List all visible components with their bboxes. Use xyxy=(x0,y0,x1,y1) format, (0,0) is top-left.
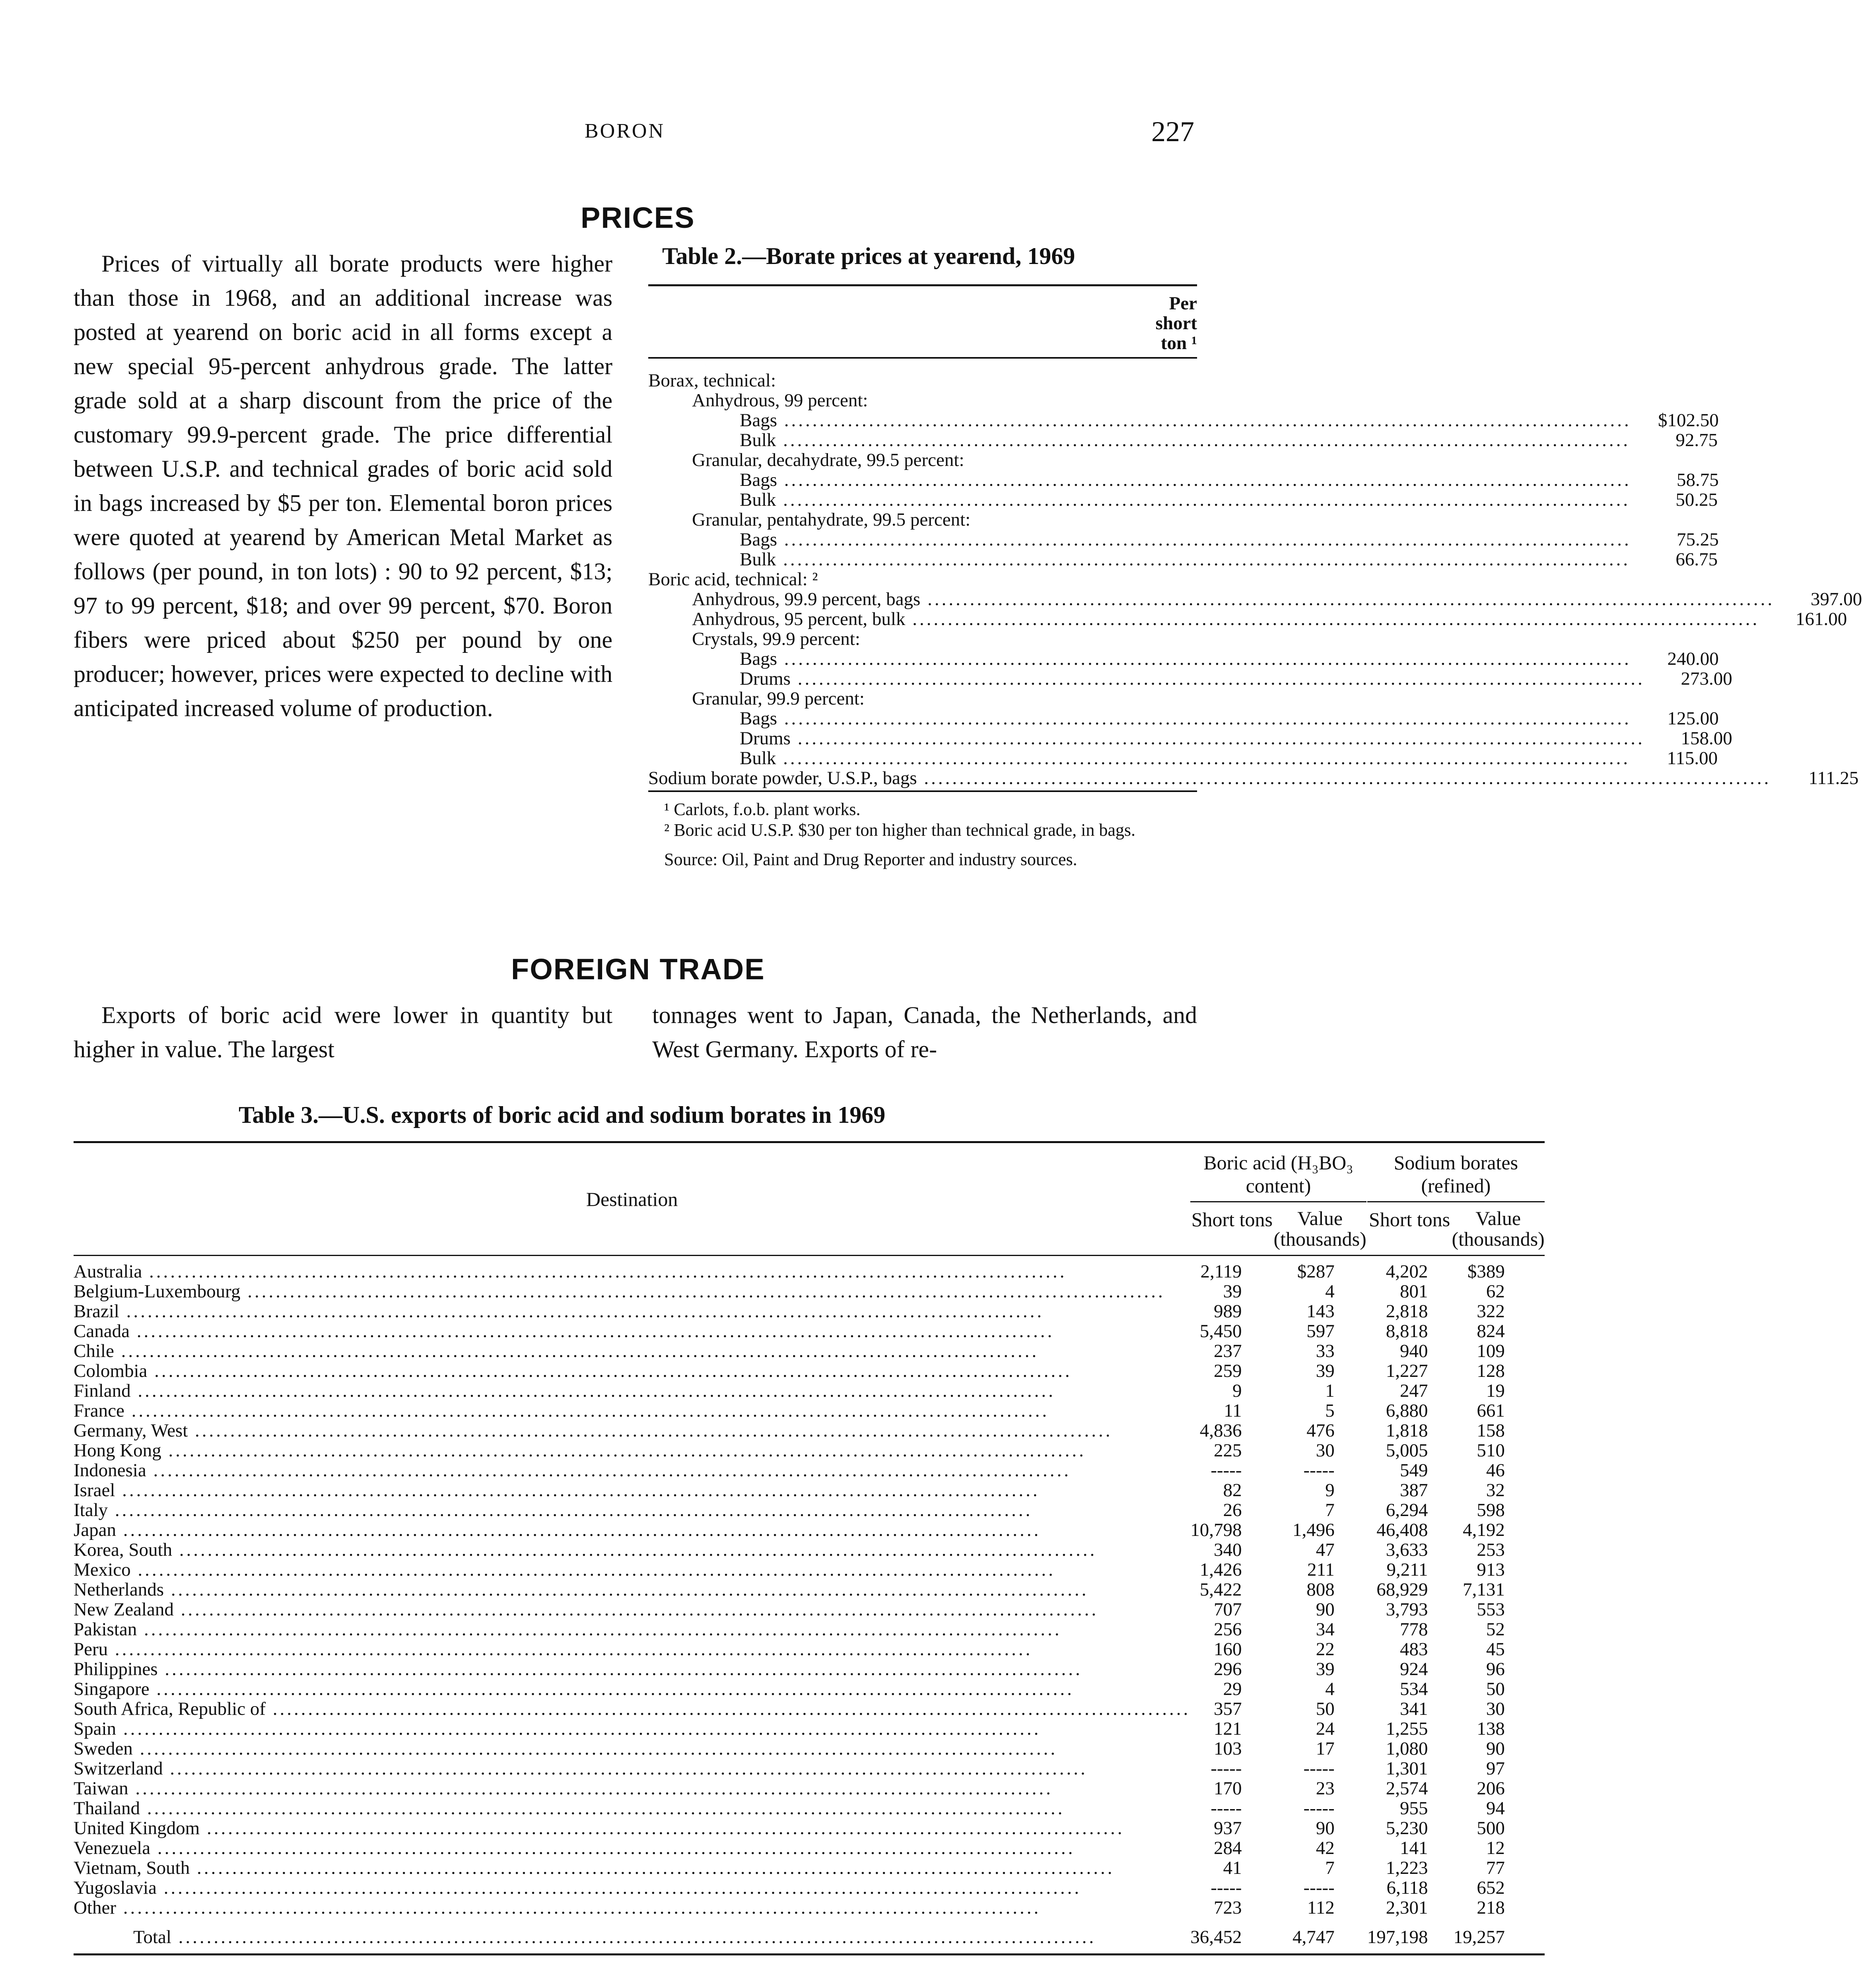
sb-value-cell: 824 xyxy=(1477,1321,1505,1342)
sb-tons-cell: 341 xyxy=(1400,1699,1428,1719)
table2-row xyxy=(648,569,1197,589)
table2-row-label: Bags ..... xyxy=(648,530,1631,549)
table2-body xyxy=(648,370,1862,788)
table3-row xyxy=(74,1778,1545,1798)
table2-row-value: 125.00 xyxy=(1667,708,1719,729)
table2-row-label: Drums ..... xyxy=(648,728,1645,748)
ba-tons-cell: 284 xyxy=(1213,1838,1242,1858)
table2-row-label: Bulk ..... xyxy=(648,549,1630,569)
table2-row-value: 115.00 xyxy=(1667,748,1718,769)
table3-row xyxy=(74,1520,1545,1540)
total-label: Total ..... xyxy=(74,1918,1190,1955)
total-sb-tons: 197,198 xyxy=(1367,1927,1428,1947)
ba-tons-cell: 723 xyxy=(1213,1897,1242,1918)
table2-row-label: Anhydrous, 99 percent: xyxy=(692,390,868,411)
table2-row-value: 111.25 xyxy=(1808,768,1859,788)
destination-cell: Germany, West ..... xyxy=(74,1421,1190,1441)
table2-footnote-1: ¹ Carlots, f.o.b. plant works. xyxy=(664,800,861,819)
sb-value-cell: 661 xyxy=(1477,1400,1505,1421)
destination-cell: Switzerland ..... xyxy=(74,1759,1190,1778)
table3-row xyxy=(74,1659,1545,1679)
ba-value-cell: 7 xyxy=(1325,1500,1335,1520)
total-ba-tons: 36,452 xyxy=(1190,1927,1242,1947)
sb-value-cell: 46 xyxy=(1486,1460,1505,1481)
ba-value-cell: 4 xyxy=(1325,1281,1335,1302)
sb-tons-cell: 3,793 xyxy=(1386,1599,1428,1620)
table3-row xyxy=(74,1500,1545,1520)
table2-row-label: Bags ..... xyxy=(648,649,1631,669)
ba-tons-cell: 5,450 xyxy=(1199,1321,1242,1342)
ba-value-cell: 24 xyxy=(1316,1718,1335,1739)
destination-cell: Venezuela ..... xyxy=(74,1838,1190,1858)
ba-value-cell: 9 xyxy=(1325,1480,1335,1501)
table2-row-label: Granular, decahydrate, 99.5 percent: xyxy=(692,450,964,470)
table3-row xyxy=(74,1858,1545,1878)
ba-value-cell: 23 xyxy=(1316,1778,1335,1799)
ba-value-cell: ----- xyxy=(1303,1798,1335,1819)
ba-value-cell: 50 xyxy=(1316,1699,1335,1719)
sb-tons-cell: 2,301 xyxy=(1386,1897,1428,1918)
destination-cell: Chile ..... xyxy=(74,1341,1190,1361)
table2-footnote-2: ² Boric acid U.S.P. $30 per ton higher than technical grade, in bags. xyxy=(664,820,1136,840)
sb-tons-cell: 801 xyxy=(1400,1281,1428,1302)
table2-row xyxy=(648,450,1197,470)
table2-row xyxy=(648,689,1197,709)
table2-row-value: 75.25 xyxy=(1677,529,1719,550)
ba-value-cell: 5 xyxy=(1325,1400,1335,1421)
sb-value-cell: 52 xyxy=(1486,1619,1505,1640)
table3-row xyxy=(74,1460,1545,1480)
table2-row-label: Anhydrous, 99.9 percent, bags ..... xyxy=(648,589,1775,609)
sb-tons-cell: 5,230 xyxy=(1386,1818,1428,1839)
sb-value-cell: 90 xyxy=(1486,1738,1505,1759)
ba-value-cell: 7 xyxy=(1325,1858,1335,1878)
sb-value-cell: 4,192 xyxy=(1463,1520,1505,1540)
ba-value-cell: 47 xyxy=(1316,1540,1335,1560)
ba-value-cell: 33 xyxy=(1316,1341,1335,1361)
sb-tons-cell: 1,255 xyxy=(1386,1718,1428,1739)
table3-caption: Table 3.—U.S. exports of boric acid and sodium borates in 1969 xyxy=(239,1102,886,1128)
ba-value-cell: 42 xyxy=(1316,1838,1335,1858)
destination-cell: Israel ..... xyxy=(74,1480,1190,1500)
table3-row xyxy=(74,1361,1545,1381)
ba-tons-cell: 26 xyxy=(1223,1500,1242,1520)
table3-row xyxy=(74,1759,1545,1778)
sb-tons-cell: 1,818 xyxy=(1386,1420,1428,1441)
total-sb-value: 19,257 xyxy=(1453,1927,1505,1947)
table3-row xyxy=(74,1560,1545,1580)
table3-row xyxy=(74,1818,1545,1838)
sb-value-cell: 62 xyxy=(1486,1281,1505,1302)
table2-row-label: Boric acid, technical: ² xyxy=(648,569,818,590)
destination-cell: Spain ..... xyxy=(74,1719,1190,1739)
destination-cell: Canada ..... xyxy=(74,1321,1190,1341)
ba-value-cell: 22 xyxy=(1316,1639,1335,1660)
sb-value-cell: 77 xyxy=(1486,1858,1505,1878)
table3-row xyxy=(74,1381,1545,1401)
sb-tons-cell: 924 xyxy=(1400,1659,1428,1679)
table3-row xyxy=(74,1421,1545,1441)
ba-value-cell: 143 xyxy=(1306,1301,1335,1322)
destination-cell: France ..... xyxy=(74,1401,1190,1421)
table3-row xyxy=(74,1580,1545,1600)
sb-tons-cell: 1,223 xyxy=(1386,1858,1428,1878)
table2-row xyxy=(648,470,1719,490)
sb-tons-cell: 46,408 xyxy=(1376,1520,1428,1540)
table2-row-value: 158.00 xyxy=(1681,728,1732,749)
destination-cell: Yugoslavia ..... xyxy=(74,1878,1190,1898)
table2-row-value: 161.00 xyxy=(1795,609,1847,629)
ba-value-cell: ----- xyxy=(1303,1877,1335,1898)
table3-row xyxy=(74,1838,1545,1858)
table2-row xyxy=(648,708,1719,729)
table2-row xyxy=(648,668,1732,689)
sb-tons-cell: 6,118 xyxy=(1386,1877,1428,1898)
sb-value-cell: 45 xyxy=(1486,1639,1505,1660)
table3-row xyxy=(74,1699,1545,1719)
table2-row xyxy=(648,549,1718,570)
table3-row xyxy=(74,1341,1545,1361)
sb-value-cell: 12 xyxy=(1486,1838,1505,1858)
table2-row-label: Bags ..... xyxy=(648,709,1631,728)
ba-tons-cell: ----- xyxy=(1211,1798,1242,1819)
table3-row xyxy=(74,1540,1545,1560)
sb-value-cell: $389 xyxy=(1467,1261,1505,1282)
ba-tons-cell: 39 xyxy=(1223,1281,1242,1302)
table2-row-label: Granular, 99.9 percent: xyxy=(692,688,865,709)
table2-row xyxy=(648,748,1718,769)
table3-row xyxy=(74,1898,1545,1918)
table2-row-value: 273.00 xyxy=(1681,668,1732,689)
ba-tons-cell: 170 xyxy=(1213,1778,1242,1799)
sb-tons-cell: 5,005 xyxy=(1386,1440,1428,1461)
sb-tons-cell: 940 xyxy=(1400,1341,1428,1361)
table2-row-value: $102.50 xyxy=(1658,410,1719,431)
ba-value-cell: 808 xyxy=(1306,1579,1335,1600)
ba-tons-cell: 256 xyxy=(1213,1619,1242,1640)
sb-tons-cell: 6,880 xyxy=(1386,1400,1428,1421)
destination-cell: Brazil ..... xyxy=(74,1301,1190,1321)
table3-row xyxy=(74,1878,1545,1898)
destination-cell: United Kingdom ..... xyxy=(74,1818,1190,1838)
table2-row xyxy=(648,489,1718,510)
sb-value-cell: 128 xyxy=(1477,1361,1505,1381)
ba-tons-cell: 259 xyxy=(1213,1361,1242,1381)
ba-tons-cell: 11 xyxy=(1224,1400,1242,1421)
sb-value-cell: 253 xyxy=(1477,1540,1505,1560)
table2-row-label: Bulk ..... xyxy=(648,430,1630,450)
table3-row xyxy=(74,1281,1545,1301)
sb-tons-cell: 2,818 xyxy=(1386,1301,1428,1322)
destination-cell: Philippines ..... xyxy=(74,1659,1190,1679)
prices-heading: PRICES xyxy=(581,201,695,234)
ba-tons-cell: 1,426 xyxy=(1199,1559,1242,1580)
ba-tons-cell: ----- xyxy=(1211,1460,1242,1481)
table3-row xyxy=(74,1619,1545,1639)
sb-tons-cell: 3,633 xyxy=(1386,1540,1428,1560)
sb-value-cell: 96 xyxy=(1486,1659,1505,1679)
sb-tons-cell: 1,080 xyxy=(1386,1738,1428,1759)
table3-row xyxy=(74,1798,1545,1818)
sb-tons-cell: 141 xyxy=(1400,1838,1428,1858)
table3-row xyxy=(74,1639,1545,1659)
table3-row xyxy=(74,1480,1545,1500)
ba-tons-cell: 5,422 xyxy=(1199,1579,1242,1600)
table2-row-value: 92.75 xyxy=(1675,430,1718,450)
sb-value-cell: 510 xyxy=(1477,1440,1505,1461)
boric-acid-group-header: Boric acid (H₃BO₃ content) xyxy=(1190,1142,1366,1202)
table2 xyxy=(648,284,1862,870)
destination-cell: Korea, South ..... xyxy=(74,1540,1190,1560)
table3-row xyxy=(74,1321,1545,1341)
table2-row xyxy=(648,510,1197,530)
table3-row xyxy=(74,1679,1545,1699)
table3-row xyxy=(74,1719,1545,1739)
ba-value-cell: 17 xyxy=(1316,1738,1335,1759)
ba-value-cell: 211 xyxy=(1307,1559,1335,1580)
ba-value-cell: 34 xyxy=(1316,1619,1335,1640)
table3-row xyxy=(74,1739,1545,1759)
sb-value-cell: 50 xyxy=(1486,1679,1505,1699)
ba-tons-cell: 707 xyxy=(1213,1599,1242,1620)
table2-source: Source: Oil, Paint and Drug Reporter and industry sources. xyxy=(664,850,1077,869)
sb-tons-cell: 4,202 xyxy=(1386,1261,1428,1282)
destination-cell: Vietnam, South ..... xyxy=(74,1858,1190,1878)
table2-row xyxy=(648,629,1197,649)
sb-value-cell: 7,131 xyxy=(1463,1579,1505,1600)
sb-value-cell: 652 xyxy=(1477,1877,1505,1898)
page-number: 227 xyxy=(1151,116,1194,148)
sb-tons-cell: 778 xyxy=(1400,1619,1428,1640)
table2-caption: Table 2.—Borate prices at yearend, 1969 xyxy=(662,243,1075,269)
ba-value-cell: ----- xyxy=(1303,1758,1335,1779)
sb-value-cell: 598 xyxy=(1477,1500,1505,1520)
destination-cell: Colombia ..... xyxy=(74,1361,1190,1381)
ba-value-cell: 39 xyxy=(1316,1361,1335,1381)
sb-tons-cell: 247 xyxy=(1400,1380,1428,1401)
table2-row-label: Crystals, 99.9 percent: xyxy=(692,629,860,649)
table2-row-label: Anhydrous, 95 percent, bulk ..... xyxy=(648,609,1759,629)
sb-tons-cell: 549 xyxy=(1400,1460,1428,1481)
table2-bottom-rule xyxy=(648,790,1197,792)
destination-cell: Other ..... xyxy=(74,1898,1190,1918)
table2-row xyxy=(648,529,1719,550)
destination-cell: Belgium-Luxembourg ..... xyxy=(74,1281,1190,1301)
destination-cell: South Africa, Republic of ..... xyxy=(74,1699,1190,1719)
sb-value-cell: 913 xyxy=(1477,1559,1505,1580)
table2-row-label: Sodium borate powder, U.S.P., bags ..... xyxy=(648,768,1771,788)
sb-value-cell: 500 xyxy=(1477,1818,1505,1839)
destination-header: Destination xyxy=(74,1142,1190,1256)
ba-tons-cell: 9 xyxy=(1232,1380,1242,1401)
sb-tons-cell: 2,574 xyxy=(1386,1778,1428,1799)
sb-value-cell: 30 xyxy=(1486,1699,1505,1719)
sb-tons-cell: 1,227 xyxy=(1386,1361,1428,1381)
destination-cell: New Zealand ..... xyxy=(74,1600,1190,1619)
table3-row xyxy=(74,1256,1545,1282)
table2-row-label: Granular, pentahydrate, 99.5 percent: xyxy=(692,509,971,530)
ba-tons-cell: ----- xyxy=(1211,1758,1242,1779)
ba-tons-cell: 82 xyxy=(1223,1480,1242,1501)
table2-column-header: Per short ton ¹ xyxy=(1155,293,1197,353)
sb-tons-cell: 483 xyxy=(1400,1639,1428,1660)
ba-tons-cell: 10,798 xyxy=(1190,1520,1242,1540)
ba-value-cell: ----- xyxy=(1303,1460,1335,1481)
table2-row xyxy=(648,410,1719,431)
ba-tons-cell: ----- xyxy=(1211,1877,1242,1898)
table2-row xyxy=(648,768,1859,788)
table2-row-label: Bags ..... xyxy=(648,470,1631,490)
ba-tons-cell: 2,119 xyxy=(1200,1261,1242,1282)
sb-value-cell: 94 xyxy=(1486,1798,1505,1819)
sb-short-tons-header: Short tons xyxy=(1367,1202,1452,1256)
table3-total-row xyxy=(74,1918,1545,1955)
table3-row xyxy=(74,1441,1545,1460)
table3-row xyxy=(74,1401,1545,1421)
ba-value-cell: 4 xyxy=(1325,1679,1335,1699)
ba-value-header: Value (thousands) xyxy=(1273,1202,1366,1256)
foreign-trade-heading: FOREIGN TRADE xyxy=(511,953,765,986)
ba-value-cell: 30 xyxy=(1316,1440,1335,1461)
sb-value-cell: 322 xyxy=(1477,1301,1505,1322)
table2-row xyxy=(648,609,1847,629)
sb-value-cell: 218 xyxy=(1477,1897,1505,1918)
table3-row xyxy=(74,1600,1545,1619)
ba-value-cell: 39 xyxy=(1316,1659,1335,1679)
sb-value-header: Value (thousands) xyxy=(1452,1202,1545,1256)
ba-tons-cell: 937 xyxy=(1213,1818,1242,1839)
ba-tons-cell: 103 xyxy=(1213,1738,1242,1759)
table3-body xyxy=(74,1256,1545,1918)
destination-cell: Mexico ..... xyxy=(74,1560,1190,1580)
ba-tons-cell: 160 xyxy=(1213,1639,1242,1660)
table2-row xyxy=(648,589,1862,610)
ba-tons-cell: 4,836 xyxy=(1199,1420,1242,1441)
table2-row xyxy=(648,390,1197,410)
table2-row-label: Bags ..... xyxy=(648,410,1631,430)
table2-row xyxy=(648,648,1719,669)
table2-row-label: Bulk ..... xyxy=(648,748,1630,768)
sb-tons-cell: 8,818 xyxy=(1386,1321,1428,1342)
sb-tons-cell: 9,211 xyxy=(1386,1559,1428,1580)
destination-cell: Sweden ..... xyxy=(74,1739,1190,1759)
table2-row-value: 58.75 xyxy=(1677,470,1719,490)
destination-cell: Hong Kong ..... xyxy=(74,1441,1190,1460)
sb-value-cell: 32 xyxy=(1486,1480,1505,1501)
destination-cell: Indonesia ..... xyxy=(74,1460,1190,1480)
ba-tons-cell: 989 xyxy=(1213,1301,1242,1322)
ba-tons-cell: 357 xyxy=(1213,1699,1242,1719)
ba-value-cell: 90 xyxy=(1316,1818,1335,1839)
ba-value-cell: 90 xyxy=(1316,1599,1335,1620)
table2-row xyxy=(648,371,1197,390)
foreign-trade-right-text: tonnages went to Japan, Canada, the Netherlands, and West Germany. Exports of re- xyxy=(652,1002,1197,1062)
destination-cell: Taiwan ..... xyxy=(74,1778,1190,1798)
table2-row-label: Drums ..... xyxy=(648,669,1645,689)
table2-row-label: Bulk ..... xyxy=(648,490,1630,510)
sb-value-cell: 109 xyxy=(1477,1341,1505,1361)
sb-tons-cell: 68,929 xyxy=(1376,1579,1428,1600)
destination-cell: Japan ..... xyxy=(74,1520,1190,1540)
sb-tons-cell: 534 xyxy=(1400,1679,1428,1699)
ba-tons-cell: 29 xyxy=(1223,1679,1242,1699)
destination-cell: Pakistan ..... xyxy=(74,1619,1190,1639)
sb-value-cell: 138 xyxy=(1477,1718,1505,1739)
ba-value-cell: 112 xyxy=(1307,1897,1335,1918)
sb-value-cell: 19 xyxy=(1486,1380,1505,1401)
ba-tons-cell: 340 xyxy=(1213,1540,1242,1560)
running-head: BORON xyxy=(585,120,665,142)
sb-tons-cell: 6,294 xyxy=(1386,1500,1428,1520)
table2-row xyxy=(648,728,1732,749)
table2-row-label: Borax, technical: xyxy=(648,370,776,391)
destination-cell: Italy ..... xyxy=(74,1500,1190,1520)
sb-tons-cell: 1,301 xyxy=(1386,1758,1428,1779)
table2-row xyxy=(648,430,1718,450)
sb-value-cell: 97 xyxy=(1486,1758,1505,1779)
destination-cell: Australia ..... xyxy=(74,1256,1190,1282)
ba-tons-cell: 296 xyxy=(1213,1659,1242,1679)
ba-value-cell: 1 xyxy=(1325,1380,1335,1401)
ba-short-tons-header: Short tons xyxy=(1190,1202,1273,1256)
ba-value-cell: 1,496 xyxy=(1293,1520,1335,1540)
prices-paragraph: Prices of virtually all borate products were higher than those in 1968, and an additional increase was posted at yearend on boric acid in all forms except a new special 95-percent anhydrous grade. The latter grade sold at a sharp discount from the price of the customary 99.9-percent grade. The price differential between U.S.P. and technical grades of boric acid sold in bags increased by $5 per ton. Elemental boron prices were quoted at yearend by American Metal Market as follows (per pound, in ton lots) : 90 to 92 percent, $13; 97 to 99 percent, $18; and over 99 percent, $70. Boron fibers were priced about $250 per pound by one producer; however, prices were expected to decline with anticipated increased volume of production. xyxy=(74,250,612,721)
destination-cell: Singapore ..... xyxy=(74,1679,1190,1699)
destination-cell: Peru ..... xyxy=(74,1639,1190,1659)
ba-tons-cell: 121 xyxy=(1213,1718,1242,1739)
ba-tons-cell: 237 xyxy=(1213,1341,1242,1361)
ba-tons-cell: 41 xyxy=(1223,1858,1242,1878)
sodium-borates-group-header: Sodium borates (refined) xyxy=(1367,1142,1545,1202)
sb-value-cell: 158 xyxy=(1477,1420,1505,1441)
ba-value-cell: 476 xyxy=(1306,1420,1335,1441)
sb-tons-cell: 387 xyxy=(1400,1480,1428,1501)
table2-row-value: 240.00 xyxy=(1667,648,1719,669)
table3 xyxy=(74,1141,1545,1955)
sb-value-cell: 206 xyxy=(1477,1778,1505,1799)
foreign-trade-left-text: Exports of boric acid were lower in quantity but higher in value. The largest xyxy=(74,1002,612,1062)
sb-value-cell: 553 xyxy=(1477,1599,1505,1620)
destination-cell: Thailand ..... xyxy=(74,1798,1190,1818)
table3-row xyxy=(74,1301,1545,1321)
table2-row-value: 397.00 xyxy=(1810,589,1862,610)
table2-row-value: 66.75 xyxy=(1675,549,1718,570)
sb-tons-cell: 955 xyxy=(1400,1798,1428,1819)
destination-cell: Finland ..... xyxy=(74,1381,1190,1401)
ba-value-cell: 597 xyxy=(1306,1321,1335,1342)
ba-tons-cell: 225 xyxy=(1213,1440,1242,1461)
total-ba-value: 4,747 xyxy=(1293,1927,1335,1947)
ba-value-cell: $287 xyxy=(1297,1261,1335,1282)
destination-cell: Netherlands ..... xyxy=(74,1580,1190,1600)
table2-row-value: 50.25 xyxy=(1675,489,1718,510)
